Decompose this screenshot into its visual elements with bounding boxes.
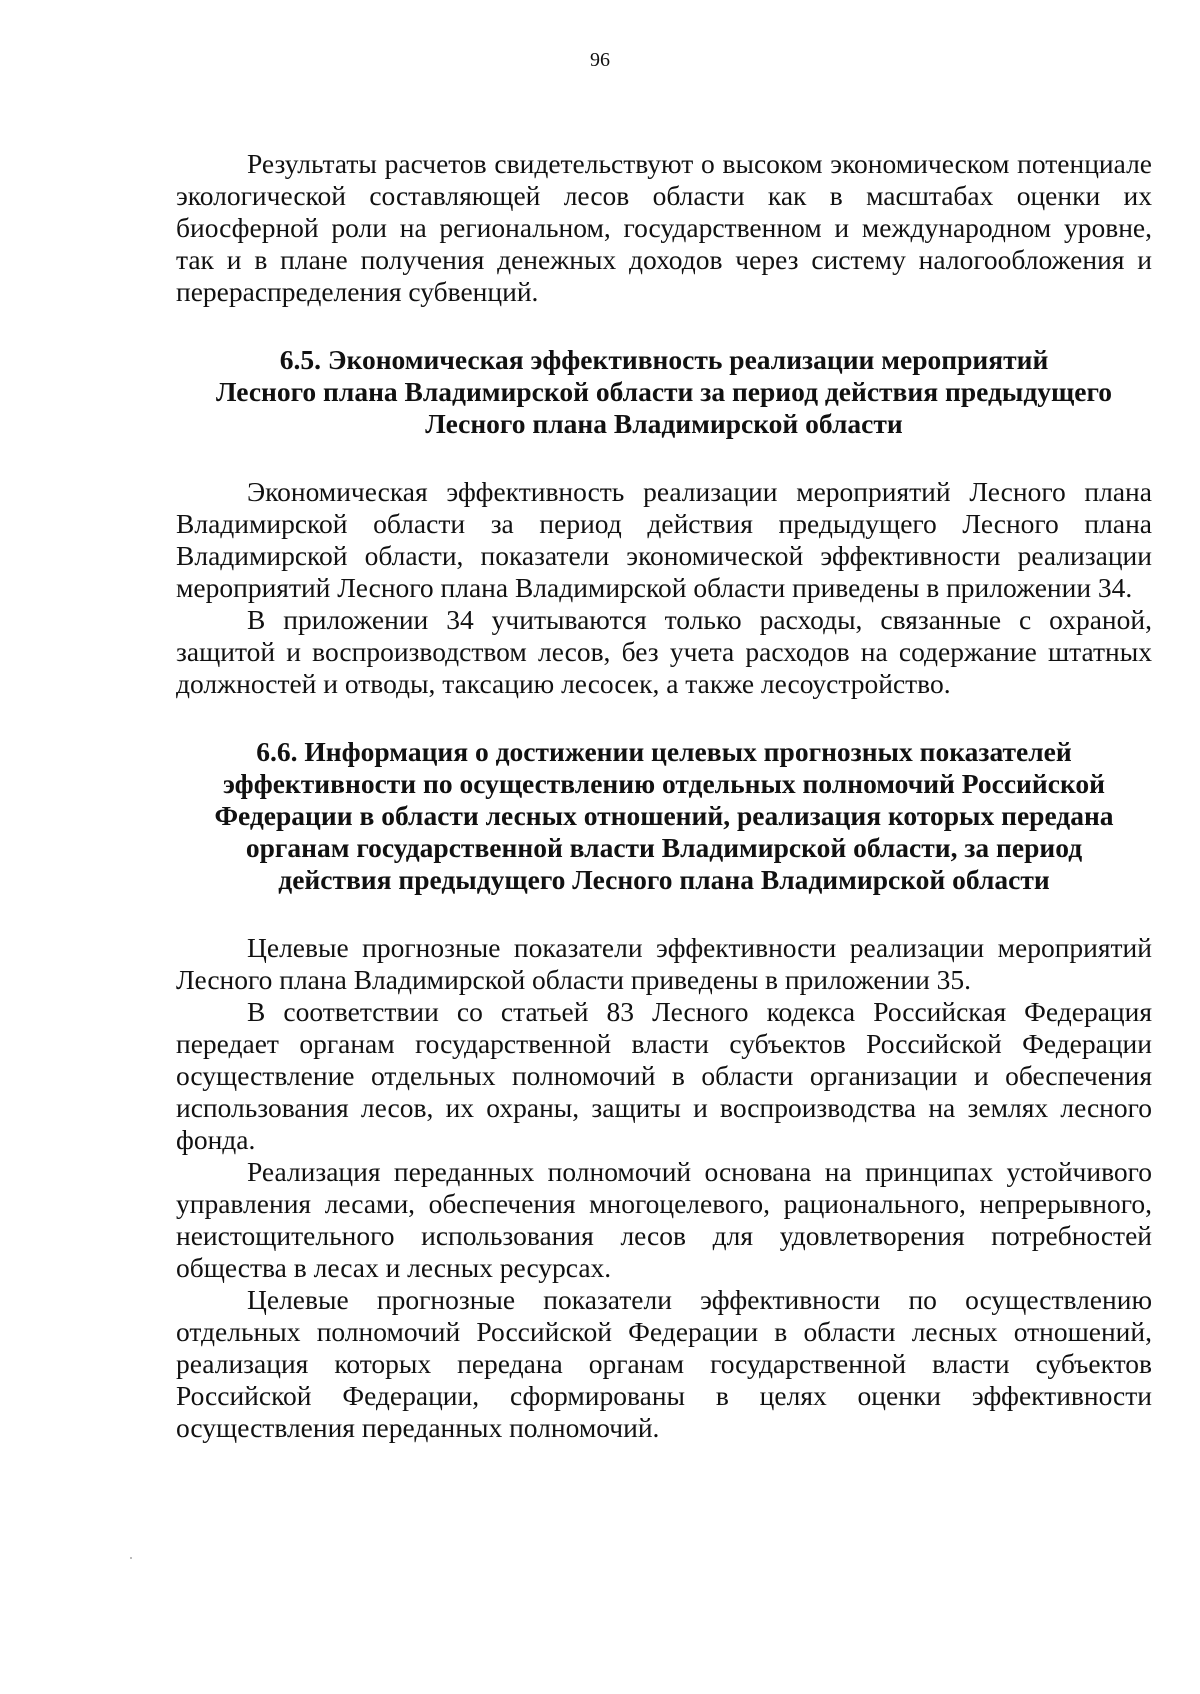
- heading-line: 6.5. Экономическая эффективность реализации мероприятий: [279, 344, 1049, 375]
- heading-line: эффективности по осуществлению отдельных полномочий Российской: [222, 768, 1106, 799]
- page-number: 96: [590, 49, 610, 71]
- paragraph-economic-efficiency: Экономическая эффективность реализации мероприятий Лесного плана Владимирской области за период действия предыдущего Лесного плана Владимирской области, показатели экономической эффективности реализации мероприятий Лесного плана Владимирской области приведены в приложении 34.: [176, 476, 1152, 603]
- page-content: [176, 148, 1152, 1444]
- paragraph-results: Результаты расчетов свидетельствуют о высоком экономическом потенциале экологической составляющей лесов области как в масштабах оценки их биосферной роли на региональном, государственном и международном уровне, так и в плане получения денежных доходов через систему налогообложения и перераспределения субвенций.: [176, 148, 1152, 307]
- paragraph-target-indicators: Целевые прогнозные показатели эффективности реализации мероприятий Лесного плана Владимирской области приведены в приложении 35.: [176, 932, 1152, 995]
- heading-line: 6.6. Информация о достижении целевых прогнозных показателей: [256, 736, 1072, 767]
- heading-line: органам государственной власти Владимирской области, за период: [245, 832, 1083, 863]
- heading-line: Лесного плана Владимирской области: [425, 408, 903, 439]
- section-heading-6-5: [176, 344, 1152, 440]
- paragraph-appendix-34: В приложении 34 учитываются только расходы, связанные с охраной, защитой и воспроизводством лесов, без учета расходов на содержание штатных должностей и отводы, таксацию лесосек, а также лесоустройство.: [176, 604, 1152, 699]
- paragraph-implementation: Реализация переданных полномочий основана на принципах устойчивого управления лесами, обеспечения многоцелевого, рационального, непрерывного, неистощительного использования лесов для удовлетворения потребностей общества в лесах и лесных ресурсах.: [176, 1156, 1152, 1283]
- section-heading-6-6: [176, 736, 1152, 896]
- paragraph-indicators-formed: Целевые прогнозные показатели эффективности по осуществлению отдельных полномочий Российской Федерации в области лесных отношений, реализация которых передана органам государственной власти субъектов Российской Федерации, сформированы в целях оценки эффективности осуществления переданных полномочий.: [176, 1284, 1152, 1443]
- heading-line: действия предыдущего Лесного плана Владимирской области: [278, 864, 1050, 895]
- heading-line: Лесного плана Владимирской области за период действия предыдущего: [215, 376, 1113, 407]
- scan-speck: [130, 1557, 132, 1559]
- heading-line: Федерации в области лесных отношений, реализация которых передана: [214, 800, 1114, 831]
- paragraph-article-83: В соответствии со статьей 83 Лесного кодекса Российская Федерация передает органам государственной власти субъектов Российской Федерации осуществление отдельных полномочий в области организации и обеспечения использования лесов, их охраны, защиты и воспроизводства на землях лесного фонда.: [176, 996, 1152, 1155]
